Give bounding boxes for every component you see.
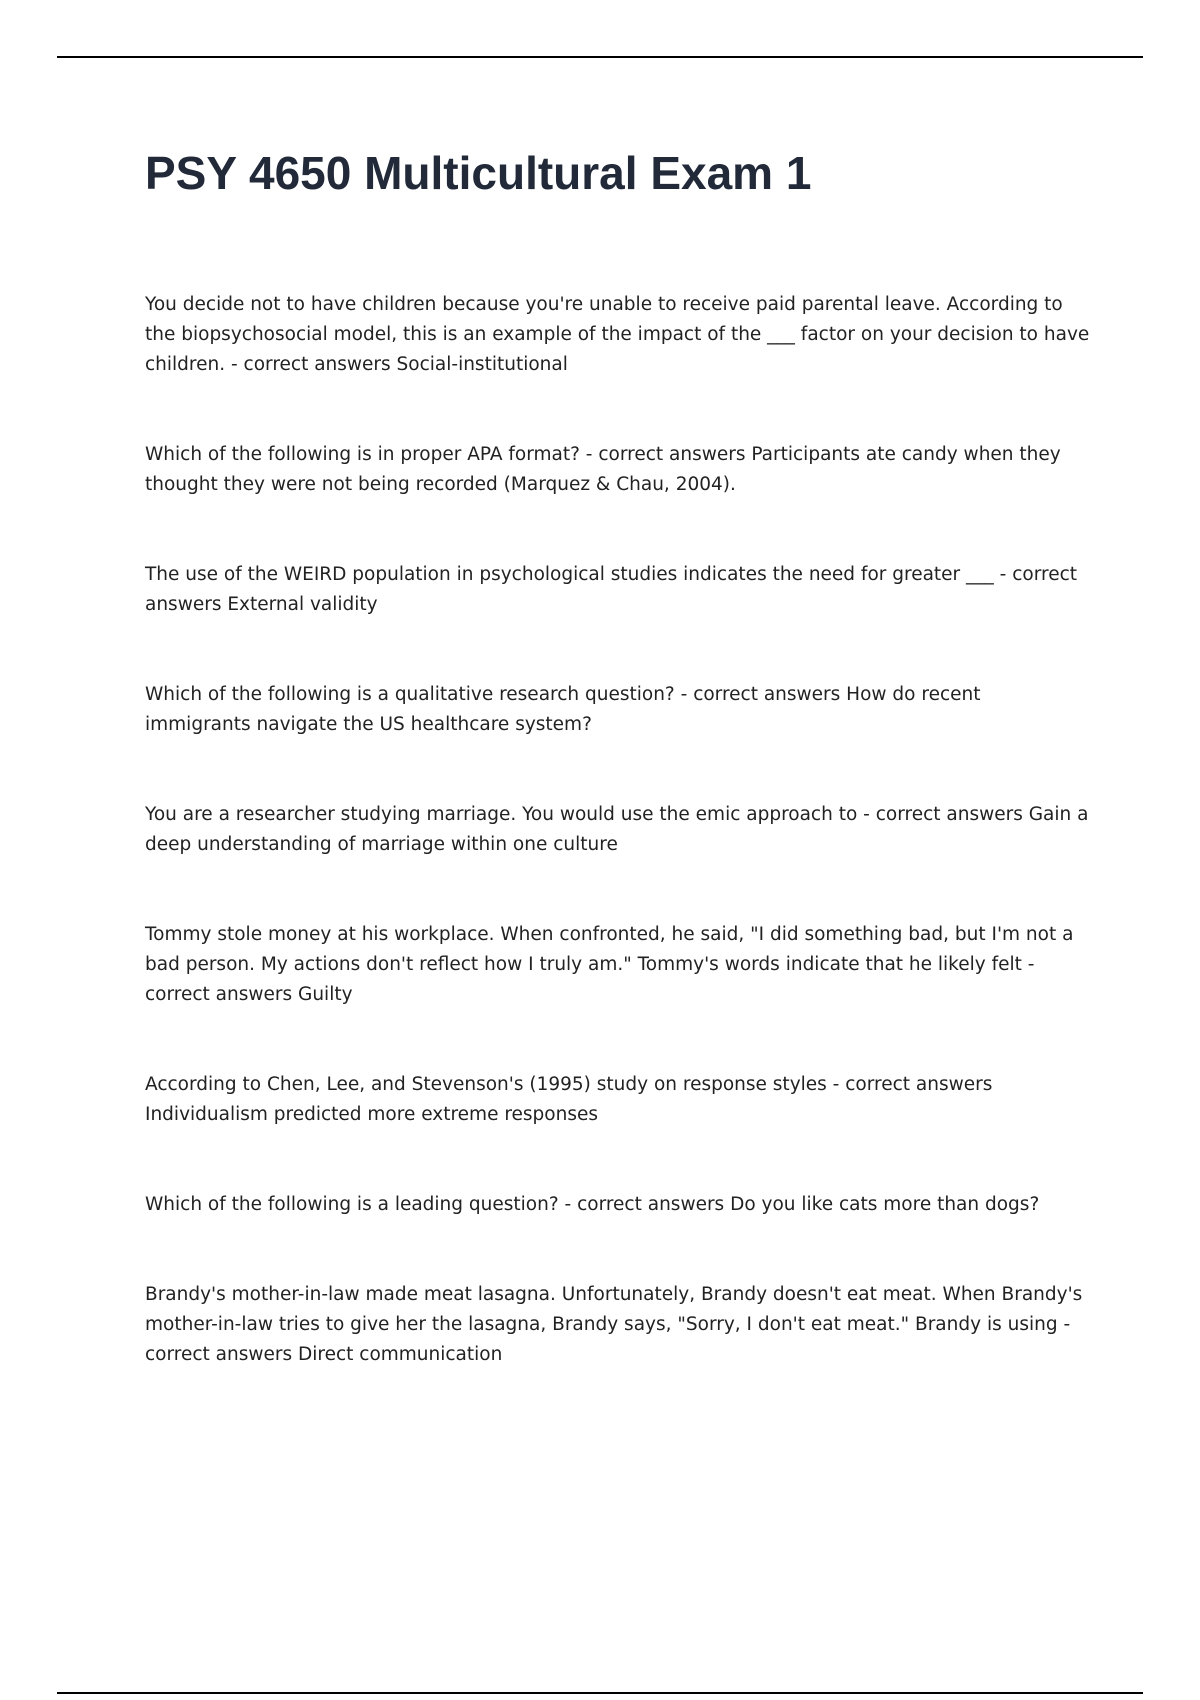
- page-title: PSY 4650 Multicultural Exam 1: [145, 147, 812, 199]
- question-item-9: Brandy's mother-in-law made meat lasagna. Unfortunately, Brandy doesn't eat meat. When Brandy's mother-in-law tries to give her the lasagna, Brandy says, "Sorry, I don't eat meat." Brandy is using - correct answers Direct communication: [145, 1284, 1083, 1365]
- top-divider: [57, 56, 1143, 58]
- question-item-6: Tommy stole money at his workplace. When confronted, he said, "I did something bad, but I'm not a bad person. My actions don't reflect how I truly am." Tommy's words indicate that he likely felt - correct answers Guilty: [145, 924, 1074, 1005]
- question-item-5: You are a researcher studying marriage. You would use the emic approach to - correct answers Gain a deep understanding of marriage within one culture: [145, 804, 1089, 855]
- question-item-7: According to Chen, Lee, and Stevenson's (1995) study on response styles - correct answers Individualism predicted more extreme responses: [145, 1074, 993, 1125]
- question-item-3: The use of the WEIRD population in psychological studies indicates the need for greater ___ - correct answers External validity: [145, 564, 1078, 615]
- question-item-1: You decide not to have children because you're unable to receive paid parental leave. According to the biopsychosocial model, this is an example of the impact of the ___ factor on your decision to have children. - correct answers Social-institutional: [145, 294, 1090, 375]
- question-item-4: Which of the following is a qualitative research question? - correct answers How do recent immigrants navigate the US healthcare system?: [145, 684, 981, 735]
- question-item-8: Which of the following is a leading question? - correct answers Do you like cats more than dogs?: [145, 1194, 1040, 1215]
- question-item-2: Which of the following is in proper APA format? - correct answers Participants ate candy when they thought they were not being recorded (Marquez & Chau, 2004).: [145, 444, 1061, 495]
- question-list: [145, 290, 1090, 1430]
- bottom-divider: [57, 1692, 1143, 1694]
